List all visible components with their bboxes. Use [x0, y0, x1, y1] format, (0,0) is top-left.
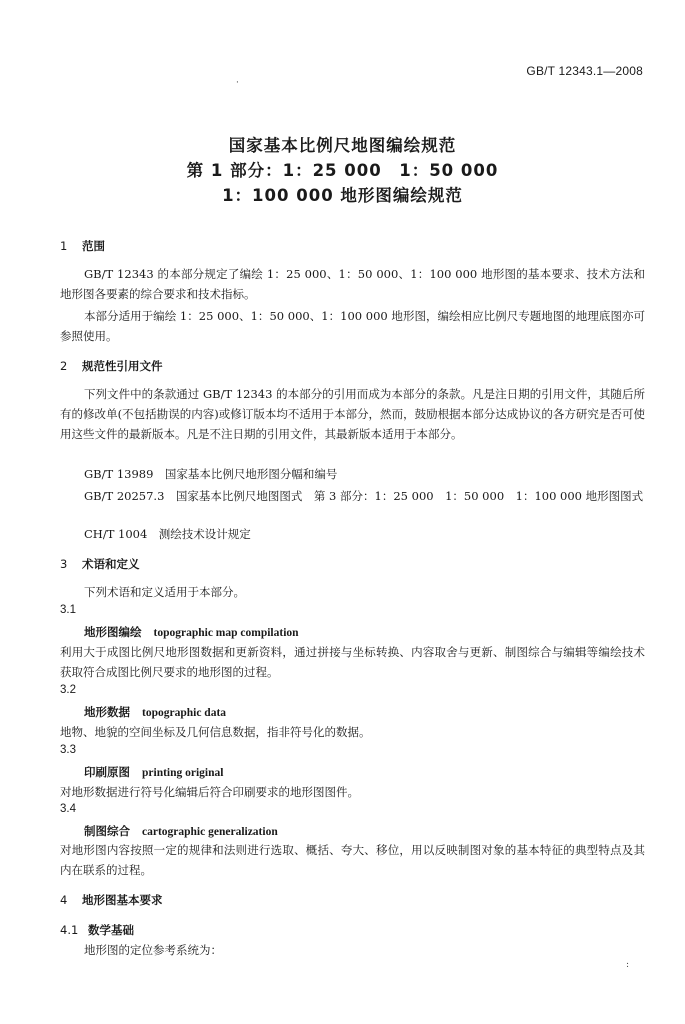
- title-line-3: 1：100 000 地形图编绘规范: [222, 186, 463, 205]
- scan-speck: :: [626, 960, 630, 970]
- term-number: 3.4: [60, 803, 76, 815]
- term-definition: 对地形数据进行符号化编辑后符合印刷要求的地形图图件。: [60, 785, 359, 799]
- term-chinese: 地形图编绘: [84, 625, 142, 639]
- section-4-heading: [60, 892, 163, 908]
- term-definition: 地物、地貌的空间坐标及几何信息数据，指非符号化的数据。: [60, 725, 371, 739]
- section-number: 4: [60, 893, 68, 907]
- section-1-paragraph-2: 本部分适用于编绘 1：25 000、1：50 000、1：100 000 地形图，编绘相应比例尺专题地图的地理底图亦可参照使用。: [60, 309, 645, 343]
- term-english: cartographic generalization: [142, 826, 278, 838]
- subsection-number: 4.1: [60, 923, 79, 937]
- term-heading: [84, 764, 223, 780]
- term-english: printing original: [142, 767, 224, 779]
- term-chinese: 印刷原图: [84, 765, 130, 779]
- reference-3: CH/T 1004 测绘技术设计规定: [84, 527, 251, 541]
- title-line-2: 第 1 部分：1：25 000 1：50 000: [186, 161, 499, 180]
- section-number: 2: [60, 359, 68, 373]
- subsection-title: 数学基础: [88, 923, 134, 937]
- section-title: 规范性引用文件: [82, 359, 163, 373]
- section-title: 术语和定义: [82, 557, 140, 571]
- section-title: 地形图基本要求: [82, 893, 163, 907]
- subsection-4-1-text: 地形图的定位参考系统为：: [84, 943, 222, 957]
- term-chinese: 制图综合: [84, 824, 130, 838]
- section-title: 范围: [82, 239, 105, 253]
- reference-2: GB/T 20257.3 国家基本比例尺地图图式 第 3 部分：1：25 000 1：50 000 1：100 000 地形图图式: [84, 489, 644, 503]
- term-definition: 利用大于成图比例尺地形图数据和更新资料，通过拼接与坐标转换、内容取舍与更新、制图综合与编辑等编绘技术获取符合成图比例尺要求的地形图的过程。: [60, 645, 645, 679]
- scan-speck: ·: [236, 78, 239, 88]
- term-heading: [84, 704, 226, 720]
- section-1-heading: [60, 238, 105, 254]
- term-heading: [84, 624, 299, 640]
- section-2-paragraph-1: 下列文件中的条款通过 GB/T 12343 的本部分的引用而成为本部分的条款。凡是注日期的引用文件，其随后所有的修改单(不包括勘误的内容)或修订版本均不适用于本部分，然而，鼓励根据本部分达成协议的各方研究是否可使用这些文件的最新版本。凡是不注日期的引用文件，其最新版本适用于本部分。: [60, 387, 645, 441]
- section-1-paragraph-1: GB/T 12343 的本部分规定了编绘 1：25 000、1：50 000、1：100 000 地形图的基本要求、技术方法和地形图各要素的综合要求和技术指标。: [60, 267, 645, 301]
- section-2-heading: [60, 358, 163, 374]
- term-definition: 对地形图内容按照一定的规律和法则进行选取、概括、夸大、移位，用以反映制图对象的基本特征的典型特点及其内在联系的过程。: [60, 843, 645, 877]
- term-heading: [84, 823, 278, 839]
- term-chinese: 地形数据: [84, 705, 130, 719]
- term-number: 3.2: [60, 684, 76, 696]
- title-line-1: 国家基本比例尺地图编绘规范: [228, 136, 457, 155]
- term-english: topographic data: [142, 707, 227, 719]
- reference-1: GB/T 13989 国家基本比例尺地形图分幅和编号: [84, 467, 338, 481]
- term-number: 3.3: [60, 744, 76, 756]
- term-english: topographic map compilation: [153, 627, 299, 639]
- term-number: 3.1: [60, 604, 76, 616]
- section-3-intro: 下列术语和定义适用于本部分。: [84, 585, 245, 599]
- standard-code: GB/T 12343.1—2008: [526, 64, 643, 78]
- section-number: 1: [60, 239, 68, 253]
- section-number: 3: [60, 557, 68, 571]
- section-3-heading: [60, 556, 140, 572]
- subsection-4-1-heading: [60, 922, 134, 938]
